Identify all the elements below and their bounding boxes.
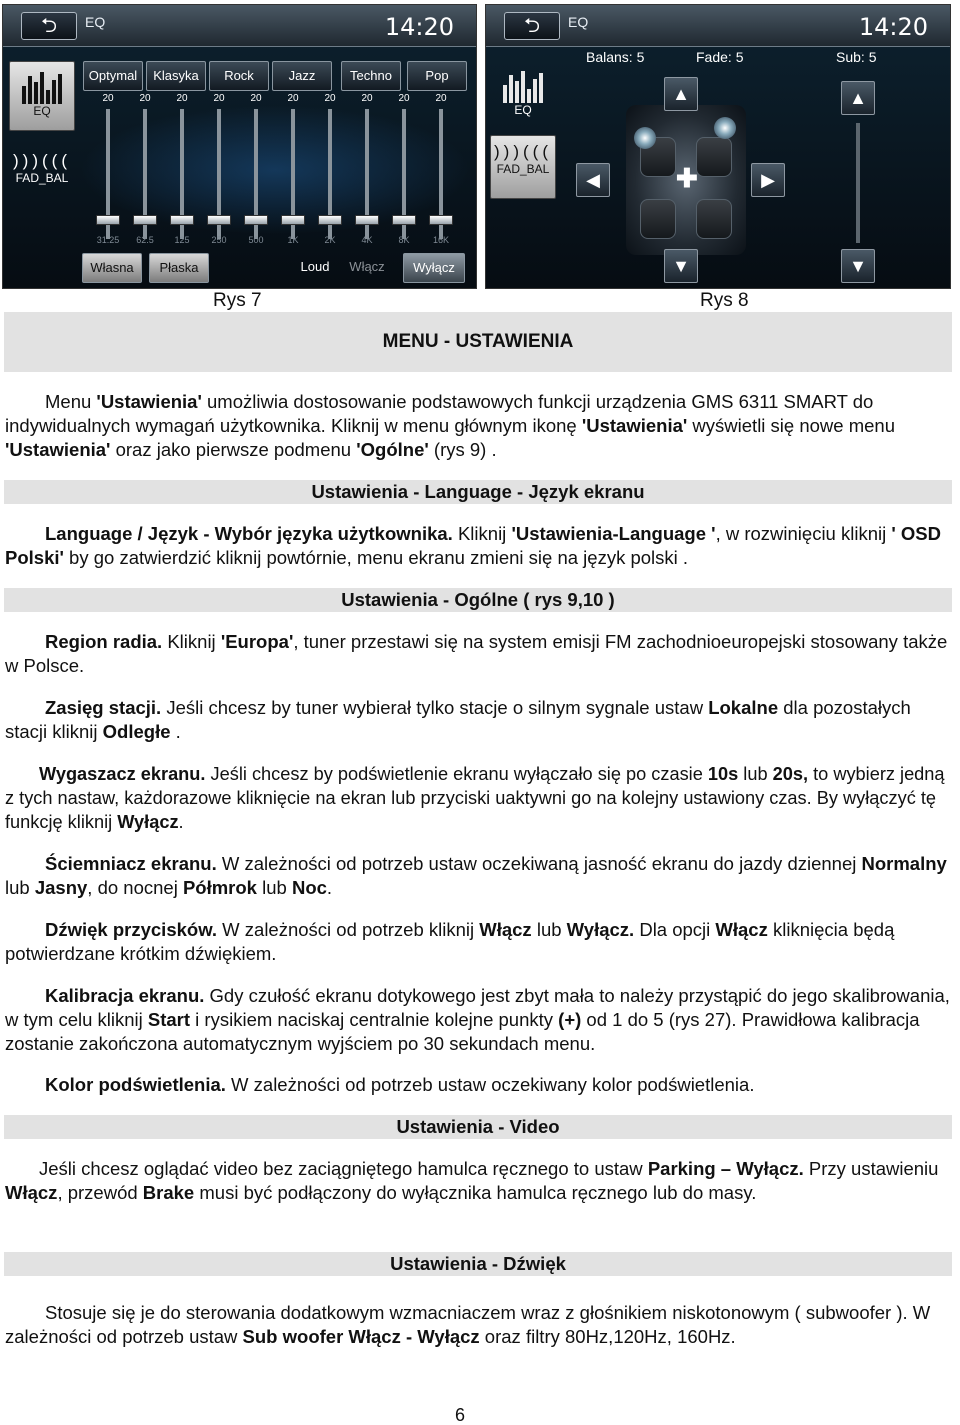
preset-button[interactable]: Pop xyxy=(407,61,467,91)
band-frequency: 1K xyxy=(287,235,299,245)
dzwiek-przyciskow-paragraph: Dźwięk przycisków. W zależności od potrzeb kliknij Włącz lub Wyłącz. Dla opcji Włącz kliknięcia będą potwierdzane krótkim dźwiękiem. xyxy=(5,919,895,964)
slider-knob[interactable] xyxy=(207,215,231,225)
preset-button[interactable]: Rock xyxy=(209,61,269,91)
section-heading-ogolne: Ustawienia - Ogólne ( rys 9,10 ) xyxy=(4,588,952,612)
fad-bal-side-label: FAD_BAL xyxy=(496,162,550,176)
screen-title: EQ xyxy=(85,14,106,30)
eq-side-button[interactable] xyxy=(490,67,556,127)
band-level: 20 xyxy=(398,93,410,104)
band-frequency: 62.5 xyxy=(136,235,154,245)
band-frequency: 2K xyxy=(324,235,336,245)
section-heading-video: Ustawienia - Video xyxy=(4,1115,952,1139)
section-heading-dzwiek: Ustawienia - Dźwięk xyxy=(4,1252,952,1276)
kolor-paragraph: Kolor podświetlenia. W zależności od potrzeb ustaw oczekiwany kolor podświetlenia. xyxy=(45,1074,755,1095)
band-frequency: 8K xyxy=(398,235,410,245)
fad-bal-side-label: FAD_BAL xyxy=(15,171,69,185)
wlasna-button[interactable]: Własna xyxy=(82,253,142,283)
kalibracja-paragraph: Kalibracja ekranu. Gdy czułość ekranu dotykowego jest zbyt mała to należy przystąpić do jego skalibrowania, w tym celu kliknij Start i rysikiem naciskaj centralnie kolejne punkty (+) od 1 do 5 (rys 27). Prawidłowa kalibracja zostanie zakończona automatycznym wyjściem po 30 sekundach menu. xyxy=(5,985,950,1054)
clock: 14:20 xyxy=(858,13,928,41)
band-level: 20 xyxy=(287,93,299,104)
arrow-up-icon: ▲ xyxy=(849,88,867,108)
loud-label: Loud xyxy=(300,259,330,274)
speaker-waves-icon: )))((( xyxy=(13,151,71,170)
band-level: 20 xyxy=(139,93,151,104)
language-paragraph: Language / Język - Wybór języka użytkownika. Kliknij 'Ustawienia-Language ', w rozwinięciu kliknij ' OSD Polski' by go zatwierdzić kliknij powtórnie, menu ekranu zmieni się na język polski . xyxy=(5,523,941,568)
slider-knob[interactable] xyxy=(133,215,157,225)
top-bar xyxy=(486,5,950,47)
band-frequency: 31.25 xyxy=(96,235,120,245)
eq-side-label: EQ xyxy=(33,104,51,118)
slider-knob[interactable] xyxy=(170,215,194,225)
eq-side-label: EQ xyxy=(514,103,532,117)
loud-off-button[interactable]: Wyłącz xyxy=(403,253,465,283)
wygaszacz-paragraph: Wygaszacz ekranu. Jeśli chcesz by podświetlenie ekranu wyłączało się po czasie 10s lub 20s, to wybierz jedną z tych nastaw, każdorazowe kliknięcie na ekran lub przyciski uaktywni go na kolejny ustawiony czas. By wyłączyć tę funkcję kliknij Wyłącz. xyxy=(5,764,945,832)
page-heading: MENU - USTAWIENIA xyxy=(4,312,952,372)
fade-readout: Fade: 5 xyxy=(696,49,744,65)
fad-bal-screen-rys8 xyxy=(485,4,951,289)
slider-knob[interactable] xyxy=(429,215,453,225)
band-level: 20 xyxy=(324,93,336,104)
slider-knob[interactable] xyxy=(318,215,342,225)
slider-knob[interactable] xyxy=(244,215,268,225)
page-number: 6 xyxy=(455,1405,466,1425)
balance-readout: Balans: 5 xyxy=(586,49,645,65)
fad-bal-side-button[interactable] xyxy=(490,135,556,199)
intro-paragraph: Menu 'Ustawienia' umożliwia dostosowanie podstawowych funkcji urządzenia GMS 6311 SMART do indywidualnych wymagań użytkownika. Kliknij w menu głównym ikonę 'Ustawienia' wyświetli się nowe menu 'Ustawienia' oraz jako pierwsze podmenu 'Ogólne' (rys 9) . xyxy=(5,391,895,460)
slider-knob[interactable] xyxy=(96,215,120,225)
arrow-right-icon: ▶ xyxy=(761,170,775,190)
car-cabin-image xyxy=(626,105,746,255)
band-frequency: 4K xyxy=(361,235,373,245)
sub-readout: Sub: 5 xyxy=(836,49,877,65)
band-level: 20 xyxy=(102,93,114,104)
seat xyxy=(696,199,732,239)
speaker-icon xyxy=(714,117,736,139)
sub-down-button[interactable] xyxy=(841,249,875,283)
seat xyxy=(696,137,732,177)
eq-side-button[interactable] xyxy=(9,61,75,131)
arrow-down-icon: ▼ xyxy=(672,256,690,276)
fad-bal-side-button[interactable] xyxy=(9,145,75,205)
loud-on-button[interactable]: Włącz xyxy=(349,259,385,274)
balance-left-button[interactable] xyxy=(576,163,610,197)
band-level: 20 xyxy=(176,93,188,104)
preset-button[interactable]: Klasyka xyxy=(146,61,206,91)
back-button[interactable] xyxy=(504,12,560,40)
clock: 14:20 xyxy=(384,13,454,41)
preset-button[interactable]: Techno xyxy=(341,61,401,91)
preset-button[interactable]: Optymal xyxy=(83,61,143,91)
zasieg-paragraph: Zasięg stacji. Jeśli chcesz by tuner wybierał tylko stacje o silnym sygnale ustaw Lokalne dla pozostałych stacji kliknij Odległe . xyxy=(5,697,911,742)
band-frequency: 16K xyxy=(432,235,449,245)
balance-right-button[interactable] xyxy=(751,163,785,197)
band-frequency: 125 xyxy=(174,235,190,245)
equalizer-icon xyxy=(490,71,556,103)
seat xyxy=(640,199,676,239)
band-frequency: 500 xyxy=(248,235,264,245)
back-button[interactable] xyxy=(21,12,77,40)
screen-title: EQ xyxy=(568,14,589,30)
section-heading-language: Ustawienia - Language - Język ekranu xyxy=(4,480,952,504)
eq-screen-rys7 xyxy=(2,4,477,289)
plaska-button[interactable]: Płaska xyxy=(149,253,209,283)
region-paragraph: Region radia. Kliknij 'Europa', tuner przestawi się na system emisji FM zachodnioeuropejski stosowany także w Polsce. xyxy=(5,631,948,676)
sub-level-track xyxy=(856,123,860,243)
balance-point-icon[interactable]: ✚ xyxy=(676,163,698,193)
speaker-waves-icon: )))((( xyxy=(494,142,552,161)
figure-caption: Rys 7 xyxy=(213,290,262,311)
slider-knob[interactable] xyxy=(392,215,416,225)
arrow-up-icon: ▲ xyxy=(672,84,690,104)
top-bar xyxy=(3,5,476,47)
band-level: 20 xyxy=(213,93,225,104)
slider-knob[interactable] xyxy=(355,215,379,225)
arrow-down-icon: ▼ xyxy=(849,256,867,276)
back-arrow-icon: ⮌ xyxy=(40,15,58,37)
band-level: 20 xyxy=(435,93,447,104)
dzwiek-paragraph: Stosuje się je do sterowania dodatkowym wzmacniaczem wraz z głośnikiem niskotonowym ( subwoofer ). W zależności od potrzeb ustaw Sub woofer Włącz - Wyłącz oraz filtry 80Hz,120Hz, 160Hz. xyxy=(5,1302,931,1347)
fade-down-button[interactable] xyxy=(664,249,698,283)
video-paragraph: Jeśli chcesz oglądać video bez zaciągniętego hamulca ręcznego to ustaw Parking – Wyłącz. Przy ustawieniu Włącz, przewód Brake musi być podłączony do wyłącznika hamulca ręcznego lub do masy. xyxy=(5,1158,939,1203)
figure-caption: Rys 8 xyxy=(700,290,749,311)
arrow-left-icon: ◀ xyxy=(586,170,600,190)
band-level: 20 xyxy=(361,93,373,104)
fade-up-button[interactable] xyxy=(664,77,698,111)
slider-knob[interactable] xyxy=(281,215,305,225)
preset-button[interactable]: Jazz xyxy=(272,61,332,91)
band-level: 20 xyxy=(250,93,262,104)
sub-up-button[interactable] xyxy=(841,81,875,115)
band-frequency: 250 xyxy=(211,235,227,245)
sciemniacz-paragraph: Ściemniacz ekranu. W zależności od potrzeb ustaw oczekiwaną jasność ekranu do jazdy dziennej Normalny lub Jasny, do nocnej Półmrok lub Noc. xyxy=(5,853,947,898)
equalizer-icon xyxy=(10,72,74,104)
back-arrow-icon: ⮌ xyxy=(523,15,541,37)
speaker-icon xyxy=(634,127,656,149)
